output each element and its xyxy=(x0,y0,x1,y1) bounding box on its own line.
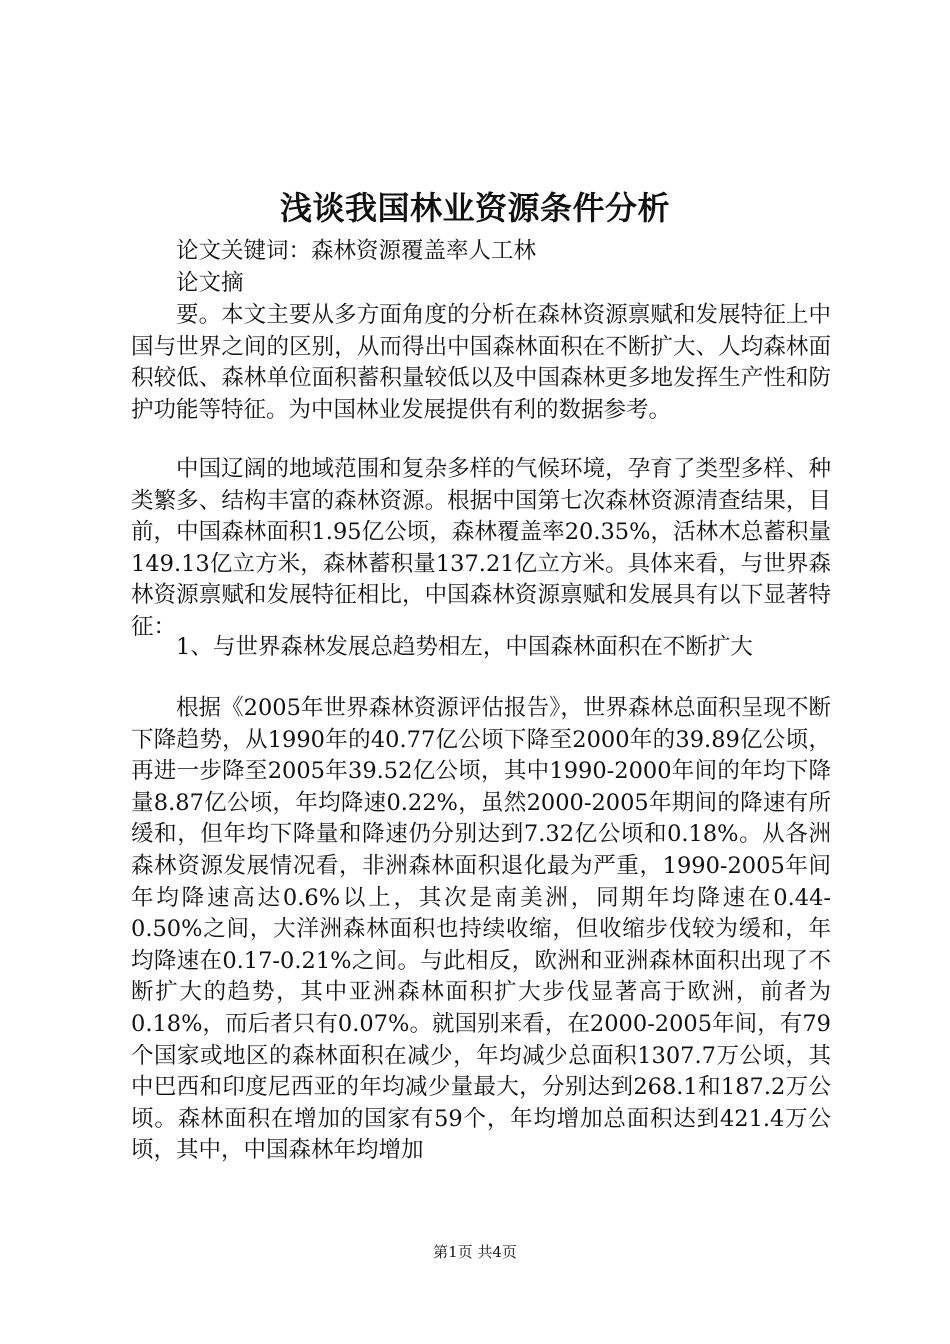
abstract-paragraph: 要。本文主要从多方面角度的分析在森林资源禀赋和发展特征上中国与世界之间的区别，从而得出中国森林面积在不断扩大、人均森林面积较低、森林单位面积蓄积量较低以及中国森林更多地发挥生产性和防护功能等特征。为中国林业发展提供有利的数据参考。 xyxy=(131,302,831,423)
body-paragraph-intro: 中国辽阔的地域范围和复杂多样的气候环境，孕育了类型多样、种类繁多、结构丰富的森林资源。根据中国第七次森林资源清查结果，目前，中国森林面积1.95亿公顷，森林覆盖率20.35%，活林木总蓄积量149.13亿立方米，森林蓄积量137.21亿立方米。具体来看，与世界森林资源禀赋和发展特征相比，中国森林资源禀赋和发展具有以下显著特征： xyxy=(131,456,831,640)
body-paragraph-world-trend: 根据《2005年世界森林资源评估报告》，世界森林总面积呈现不断下降趋势，从1990年的40.77亿公顷下降至2000年的39.89亿公顷，再进一步降至2005年39.52亿公顷，其中1990-2000年间的年均下降量8.87亿公顷，年均降速0.22%，虽然2000-2005年期间的降速有所缓和，但年均下降量和降速仍分别达到7.32亿公顷和0.18%。从各洲森林资源发展情况看，非洲森林面积退化最为严重，1990-2005年间年均降速高达0.6%以上，其次是南美洲，同期年均降速在0.44-0.50%之间，大洋洲森林面积也持续收缩，但收缩步伐较为缓和，年均降速在0.17-0.21%之间。与此相反，欧洲和亚洲森林面积出现了不断扩大的趋势，其中亚洲森林面积扩大步伐显著高于欧洲，前者为0.18%，而后者只有0.07%。就国别来看，在2000-2005年间，有79个国家或地区的森林面积在减少，年均减少总面积1307.7万公顷，其中巴西和印度尼西亚的年均减少量最大，分别达到268.1和187.2万公顷。森林面积在增加的国家有59个，年均增加总面积达到421.4万公顷，其中，中国森林年均增加 xyxy=(131,695,831,1164)
keywords-line: 论文关键词：森林资源覆盖率人工林 xyxy=(176,238,537,264)
abstract-label: 论文摘 xyxy=(176,270,244,296)
document-title: 浅谈我国林业资源条件分析 xyxy=(279,189,670,227)
section-heading-1: 1、与世界森林发展总趋势相左，中国森林面积在不断扩大 xyxy=(176,634,753,660)
page-footer: 第1页 共4页 xyxy=(433,1243,517,1261)
